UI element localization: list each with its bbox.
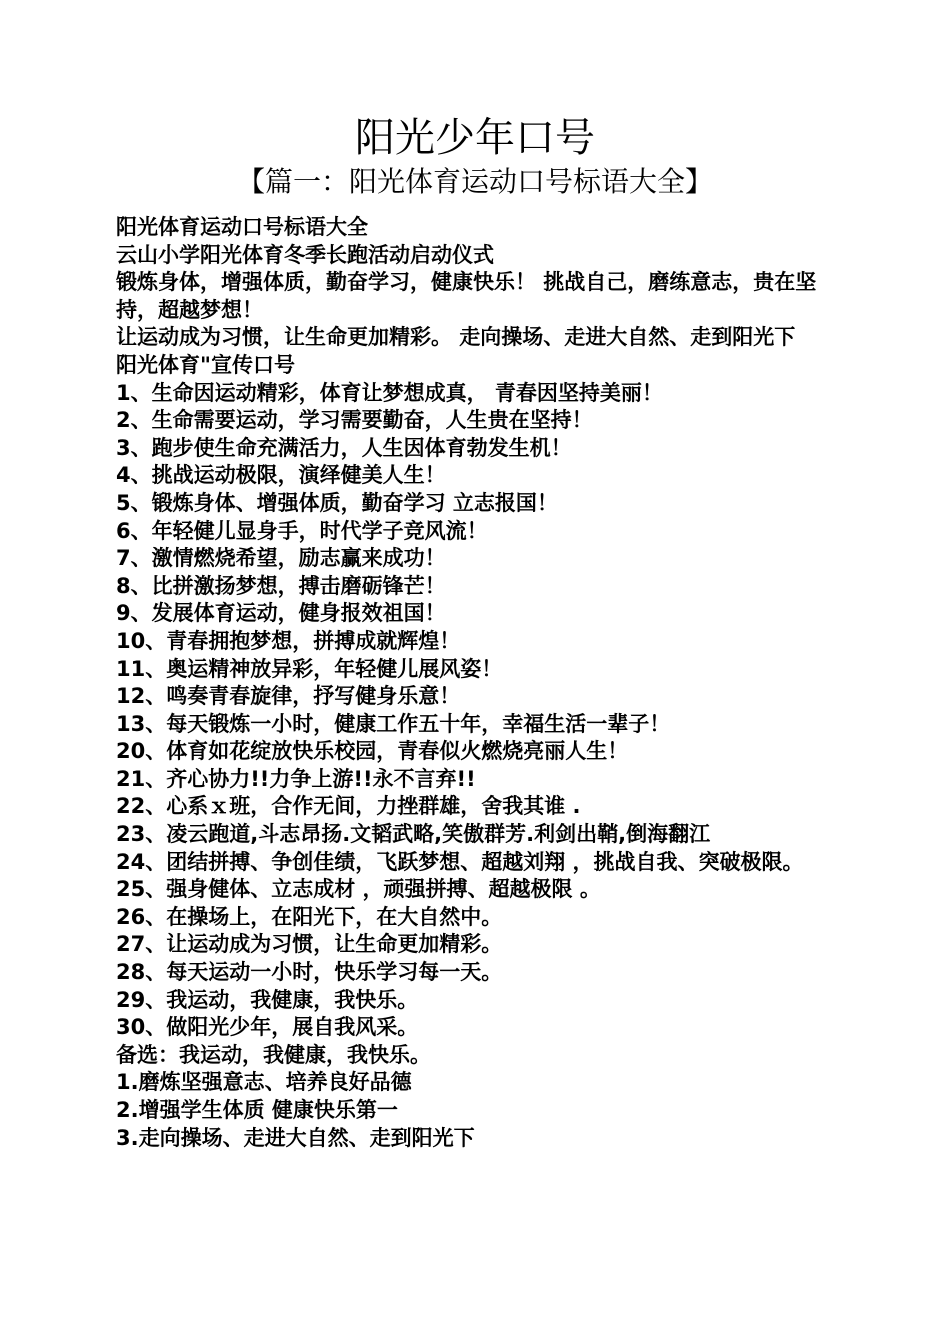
slogan-list-item: 13、每天锻炼一小时，健康工作五十年，幸福生活一辈子！ bbox=[116, 711, 671, 736]
slogan-list-item: 6、年轻健儿显身手，时代学子竞风流！ bbox=[116, 518, 488, 543]
document-body bbox=[116, 214, 838, 1152]
slogan-list-item: 5、锻炼身体、增强体质，勤奋学习 立志报国！ bbox=[116, 490, 558, 515]
alternate-list-item: 2.增强学生体质 健康快乐第一 bbox=[116, 1098, 398, 1122]
slogan-list-item: 26、在操场上，在阳光下，在大自然中。 bbox=[116, 904, 503, 929]
slogan-list-item: 4、挑战运动极限，演绎健美人生！ bbox=[116, 463, 446, 488]
list-heading: 阳光体育"宣传口号 bbox=[116, 352, 295, 377]
slogan-list-item: 9、发展体育运动，健身报效祖国！ bbox=[116, 601, 446, 626]
event-heading: 云山小学阳光体育冬季长跑活动启动仪式 bbox=[116, 242, 494, 267]
slogan-list-item: 1、生命因运动精彩，体育让梦想成真， 青春因坚持美丽！ bbox=[116, 380, 663, 405]
alternate-list-item: 1.磨炼坚强意志、培养良好品德 bbox=[116, 1070, 412, 1095]
slogan-list-item: 11、奥运精神放异彩，年轻健儿展风姿！ bbox=[116, 656, 503, 681]
slogan-list-item: 27、让运动成为习惯，让生命更加精彩。 bbox=[116, 932, 503, 957]
slogan-list-item: 23、凌云跑道,斗志昂扬.文韬武略,笑傲群芳.利剑出鞘,倒海翻江 bbox=[116, 822, 711, 847]
slogan-list-item: 29、我运动，我健康，我快乐。 bbox=[116, 987, 419, 1012]
slogan-list-item: 20、体育如花绽放快乐校园，青春似火燃烧亮丽人生！ bbox=[116, 739, 629, 764]
slogan-list-item: 3、跑步使生命充满活力，人生因体育勃发生机！ bbox=[116, 435, 572, 460]
slogan-list-item: 8、比拼激扬梦想，搏击磨砺锋芒！ bbox=[116, 573, 446, 598]
slogan-paragraph: 让运动成为习惯，让生命更加精彩。 走向操场、走进大自然、走到阳光下 bbox=[116, 325, 796, 350]
slogan-list-item: 21、齐心协力!!力争上游!!永不言弃!! bbox=[116, 766, 476, 791]
slogan-list-item: 12、鸣奏青春旋律，抒写健身乐意！ bbox=[116, 684, 461, 709]
slogan-list-item: 28、每天运动一小时，快乐学习每一天。 bbox=[116, 960, 503, 985]
alternate-list-item: 3.走向操场、走进大自然、走到阳光下 bbox=[116, 1125, 475, 1150]
slogan-list-item: 10、青春拥抱梦想，拼搏成就辉煌！ bbox=[116, 628, 461, 653]
slogan-list-item: 30、做阳光少年，展自我风采。 bbox=[116, 1015, 419, 1040]
slogan-list-item: 2、生命需要运动，学习需要勤奋，人生贵在坚持！ bbox=[116, 408, 593, 433]
slogan-list-item: 7、激情燃烧希望，励志赢来成功！ bbox=[116, 546, 446, 571]
document-title: 阳光少年口号 bbox=[355, 115, 595, 161]
slogan-paragraph: 锻炼身体，增强体质，勤奋学习，健康快乐！ 挑战自己，磨练意志，贵在坚持，超越梦想！ bbox=[116, 270, 817, 322]
alternate-heading: 备选：我运动，我健康，我快乐。 bbox=[116, 1042, 431, 1067]
document-subtitle: 【篇一：阳光体育运动口号标语大全】 bbox=[236, 165, 713, 198]
slogan-list-item: 22、心系ｘ班，合作无间，力挫群雄，舍我其谁 . bbox=[116, 794, 581, 819]
section-heading: 阳光体育运动口号标语大全 bbox=[116, 215, 368, 239]
slogan-list-item: 25、强身健体、立志成材 ，顽强拼搏、超越极限 。 bbox=[116, 877, 601, 902]
slogan-list-item: 24、团结拼搏、争创佳绩，飞跃梦想、超越刘翔 ，挑战自我、突破极限。 bbox=[116, 849, 804, 874]
